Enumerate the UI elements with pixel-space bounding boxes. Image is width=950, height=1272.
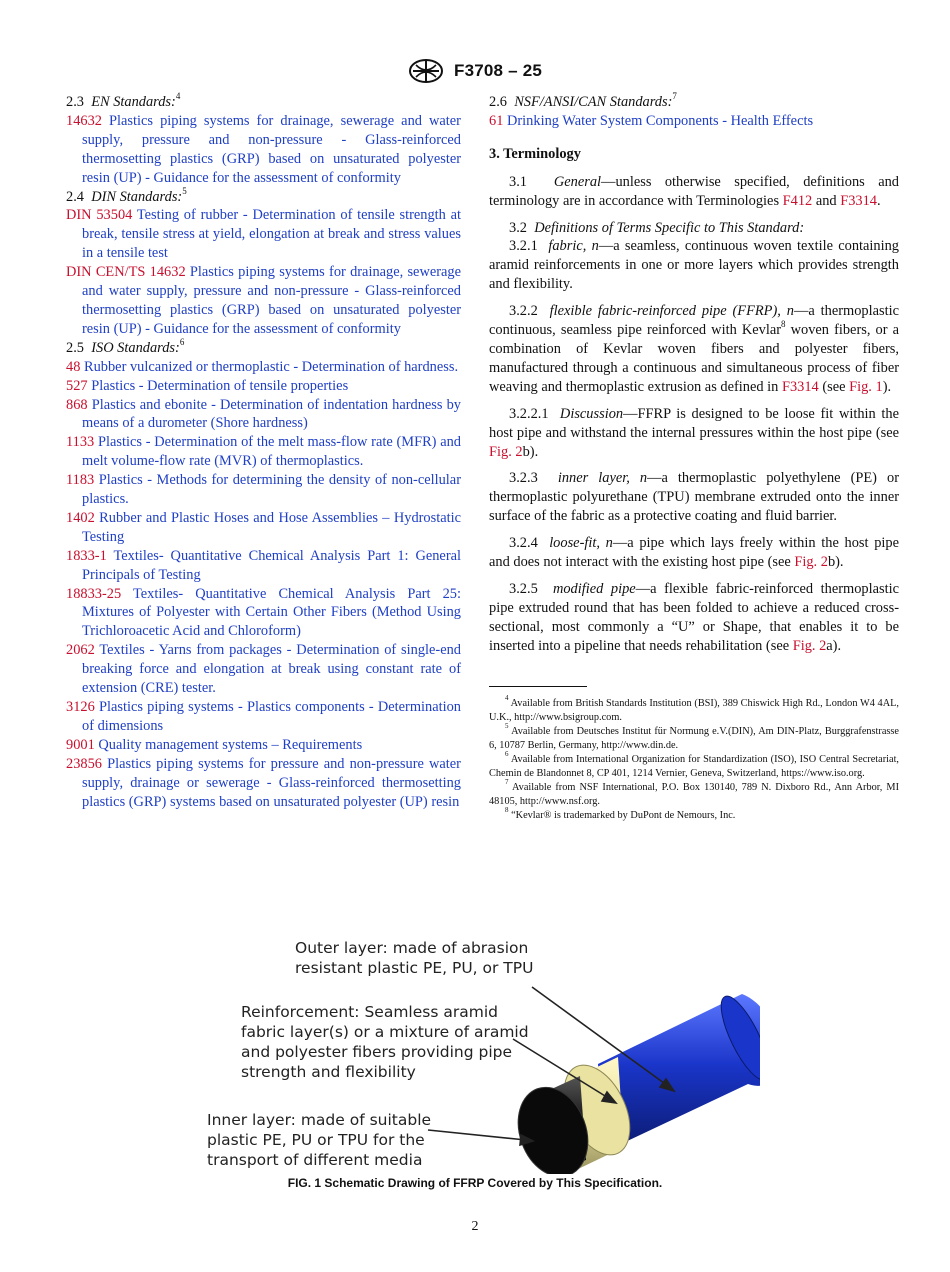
section-number: 2.5	[66, 339, 84, 356]
reference-code[interactable]: 23856	[66, 755, 102, 772]
para-3-2-5: 3.2.5 modified pipe—a flexible fabric-reinforced thermoplastic pipe extruded round that has been folded to achieve a reduced cross-sectional, most commonly a “U” or Shape, that enables it to be inserted into a pipeline that needs rehabilitation (see Fig. 2a).	[489, 580, 899, 654]
astm-logo-icon	[408, 58, 444, 84]
footnote-text: Available from British Standards Institution (BSI), 389 Chiswick High Rd., London W4 4AL, U.K., http://www.bsigroup.com.	[489, 697, 899, 723]
section-en-standards	[66, 93, 461, 112]
reference-title[interactable]: Plastics - Determination of the melt mass-flow rate (MFR) and melt volume-flow rate (MVR) of thermoplastics.	[82, 434, 461, 470]
footnotes	[489, 694, 899, 823]
reference-item[interactable]	[66, 471, 461, 509]
reinforcement-callout: Reinforcement: Seamless aramid fabric layer(s) or a mixture of aramid and polyester fibers providing pipe strength and flexibility	[241, 1003, 529, 1081]
link-fig-1[interactable]: Fig. 1	[849, 378, 883, 395]
figure-1	[200, 934, 760, 1174]
reference-title[interactable]: Rubber vulcanized or thermoplastic - Determination of hardness.	[84, 358, 459, 375]
reference-code[interactable]: 3126	[66, 699, 95, 715]
footnote-item	[489, 750, 899, 781]
reference-title[interactable]: Plastics - Methods for determining the density of non-cellular plastics.	[82, 472, 461, 508]
section-iso-standards	[66, 336, 461, 358]
para-3-2-1: 3.2.1 fabric, n—a seamless, continuous woven textile containing aramid reinforcements in one or more layers which provides strength and flexibility.	[489, 238, 899, 293]
reference-code[interactable]: 1183	[66, 472, 95, 489]
reference-item[interactable]	[66, 755, 461, 812]
reference-item[interactable]	[66, 396, 461, 434]
section-number: 2.3	[66, 94, 84, 110]
link-fig-2[interactable]: Fig. 2	[794, 554, 828, 571]
reference-code[interactable]: DIN 53504	[66, 207, 133, 224]
footnote-text: Available from Deutsches Institut für Normung e.V.(DIN), Am DIN-Platz, Burggrafenstrasse 6, 10787 Berlin, Germany, http://www.din.de.	[489, 725, 899, 751]
footnote-text: Available from NSF International, P.O. Box 130140, 789 N. Dixboro Rd., Ann Arbor, MI 48105, http://www.nsf.org.	[489, 781, 899, 807]
page-header	[0, 58, 950, 84]
footnote-ref[interactable]: 6	[179, 336, 185, 347]
link-fig-2[interactable]: Fig. 2	[489, 443, 523, 460]
footnote-text: “Kevlar® is trademarked by DuPont de Nemours, Inc.	[511, 809, 736, 821]
reference-code[interactable]: 1402	[66, 509, 95, 526]
reference-title[interactable]: Drinking Water System Components - Health Effects	[507, 112, 814, 129]
link-fig-2[interactable]: Fig. 2	[792, 637, 827, 654]
reference-item[interactable]	[66, 263, 461, 339]
reference-code[interactable]: 868	[66, 396, 88, 413]
en-reference-list	[66, 112, 461, 188]
terminology-heading: 3. Terminology	[489, 145, 581, 162]
document-id: F3708 – 25	[453, 61, 542, 80]
para-3-2: 3.2 Definitions of Terms Specific to This Standard:	[509, 219, 805, 236]
right-column	[489, 93, 899, 823]
section-nsf-standards	[489, 93, 899, 112]
section-number: 2.6	[489, 94, 507, 110]
reference-code[interactable]: 2062	[66, 642, 95, 659]
footnote-ref[interactable]: 8	[781, 319, 786, 330]
link-f3314[interactable]: F3314	[840, 192, 878, 209]
reference-item[interactable]	[66, 358, 461, 377]
reference-title[interactable]: Textiles- Quantitative Chemical Analysis Part 1: General Principals of Testing	[82, 547, 461, 583]
reference-title[interactable]: Plastics piping systems for pressure and non-pressure water supply, drainage or sewerage - Glass-reinforced thermosetting plastics (GRP) systems based on unsaturated polyester (UP) resin	[82, 755, 461, 810]
reference-title[interactable]: Quality management systems – Requirements	[98, 736, 363, 753]
section-title: DIN Standards:	[91, 188, 183, 205]
section-title: EN Standards:	[91, 94, 176, 110]
footnote-item	[489, 806, 899, 823]
reference-code[interactable]: 18833-25	[66, 585, 122, 602]
para-3-1: 3.1 General—unless otherwise specified, definitions and terminology are in accordance with Terminologies F412 and F3314.	[489, 173, 899, 209]
section-title: ISO Standards:	[91, 339, 180, 356]
reference-title[interactable]: Plastics and ebonite - Determination of indentation hardness by means of a durometer (Shore hardness)	[82, 396, 461, 432]
reference-code[interactable]: 1833-1	[66, 547, 107, 564]
reference-item[interactable]	[66, 698, 461, 736]
reference-item[interactable]	[66, 736, 461, 755]
reference-item[interactable]	[66, 433, 461, 471]
footnote-divider	[489, 686, 587, 687]
reference-title[interactable]: Textiles - Yarns from packages - Determination of single-end breaking force and elongation at break using constant rate of extension (CRE) tester.	[82, 642, 461, 697]
para-3-2-4: 3.2.4 loose-fit, n—a pipe which lays freely within the host pipe and does not interact with the existing host pipe (see Fig. 2b).	[489, 535, 899, 571]
reference-item[interactable]	[66, 641, 461, 698]
reference-code[interactable]: 9001	[66, 736, 95, 753]
reference-code[interactable]: 48	[66, 358, 81, 375]
reference-title[interactable]: Rubber and Plastic Hoses and Hose Assemblies – Hydrostatic Testing	[82, 509, 461, 545]
reference-title[interactable]: Plastics piping systems for drainage, sewerage and water supply, pressure and non-pressure - Glass-reinforced thermosetting plastics (GRP) based on unsaturated polyester resin (UP) - Guidance for the assessment of conformity	[82, 112, 461, 186]
link-f3314[interactable]: F3314	[781, 378, 819, 395]
figure-caption: FIG. 1 Schematic Drawing of FFRP Covered by This Specification.	[287, 1176, 663, 1190]
reference-title[interactable]: Plastics - Determination of tensile properties	[91, 377, 349, 394]
reference-item[interactable]	[66, 206, 461, 263]
reference-code[interactable]: 14632	[66, 112, 102, 129]
page-number: 2	[471, 1219, 479, 1234]
footnote-number: 6	[505, 750, 509, 759]
reference-title[interactable]: Testing of rubber - Determination of tensile strength at break, tensile stress at yield, elongation at break and stress values in a tensile test	[82, 207, 462, 262]
reference-item[interactable]	[66, 112, 461, 188]
reference-item[interactable]	[66, 509, 461, 547]
footnote-number: 7	[505, 778, 509, 787]
iso-reference-list	[66, 358, 461, 812]
reference-title[interactable]: Plastics piping systems - Plastics components - Determination of dimensions	[82, 699, 461, 734]
link-f412[interactable]: F412	[782, 192, 813, 209]
inner-layer-callout: Inner layer: made of suitable plastic PE, PU or TPU for the transport of different media	[207, 1111, 432, 1169]
footnote-number: 4	[505, 694, 509, 703]
section-number: 2.4	[66, 188, 84, 205]
footnote-ref[interactable]: 4	[175, 91, 181, 102]
din-reference-list	[66, 206, 461, 338]
footnote-ref[interactable]: 7	[672, 91, 677, 102]
reference-code[interactable]: 1133	[66, 434, 95, 451]
para-3-2-3: 3.2.3 inner layer, n—a thermoplastic polyethylene (PE) or thermoplastic polyurethane (TPU) membrane extruded onto the inner surface of the fabric as a protective coating and fluid barrier.	[489, 470, 899, 525]
section-din-standards	[66, 185, 461, 207]
reference-code[interactable]: 61	[489, 112, 504, 129]
reference-title[interactable]: Plastics piping systems for drainage, sewerage and water supply, pressure and non-pressure - Glass-reinforced thermosetting plastics (GRP) based on unsaturated polyester resin (UP) - Guidance for the assessment of conformity	[82, 264, 461, 337]
nsf-reference-list	[489, 112, 899, 131]
reference-item[interactable]	[489, 112, 899, 131]
section-title: NSF/ANSI/CAN Standards:	[514, 94, 673, 110]
footnote-item	[489, 694, 899, 725]
reference-title[interactable]: Textiles- Quantitative Chemical Analysis Part 25: Mixtures of Polyester with Certain Other Fibers (Method Using Trichloroacetic Acid and Chloroform)	[82, 585, 461, 640]
footnote-item	[489, 722, 899, 753]
reference-code[interactable]: 527	[66, 377, 88, 394]
left-column	[66, 93, 461, 811]
para-3-2-2: 3.2.2 flexible fabric-reinforced pipe (FFRP), n—a thermoplastic continuous, seamless pipe reinforced with Kevlar$^8$ woven fibers, or a combination of Kevlar woven fibers and polyester fibers, manufactured through a continuous and simultaneous process of fiber weaving and thermoplastic extrusion as defined in F3314 (see Fig. 1).	[489, 303, 899, 395]
para-3-2-2-1: 3.2.2.1 Discussion—FFRP is designed to be loose fit within the host pipe and withstand the internal pressures within the host pipe (see Fig. 2b).	[489, 405, 899, 460]
outer-layer-callout: Outer layer: made of abrasion resistant plastic PE, PU, or TPU	[295, 939, 534, 977]
reference-item[interactable]	[66, 585, 461, 642]
footnote-text: Available from International Organization for Standardization (ISO), ISO Central Secretariat, Chemin de Blandonnet 8, CP 401, 1214 Vernier, Geneva, Switzerland, https://www.iso.org.	[489, 753, 899, 779]
footnote-number: 8	[505, 806, 509, 815]
footnote-number: 5	[505, 722, 509, 731]
reference-item[interactable]	[66, 377, 461, 396]
reference-code[interactable]: DIN CEN/TS 14632	[66, 264, 186, 281]
footnote-item	[489, 778, 899, 809]
footnote-ref[interactable]: 5	[182, 185, 187, 196]
reference-item[interactable]	[66, 547, 461, 585]
